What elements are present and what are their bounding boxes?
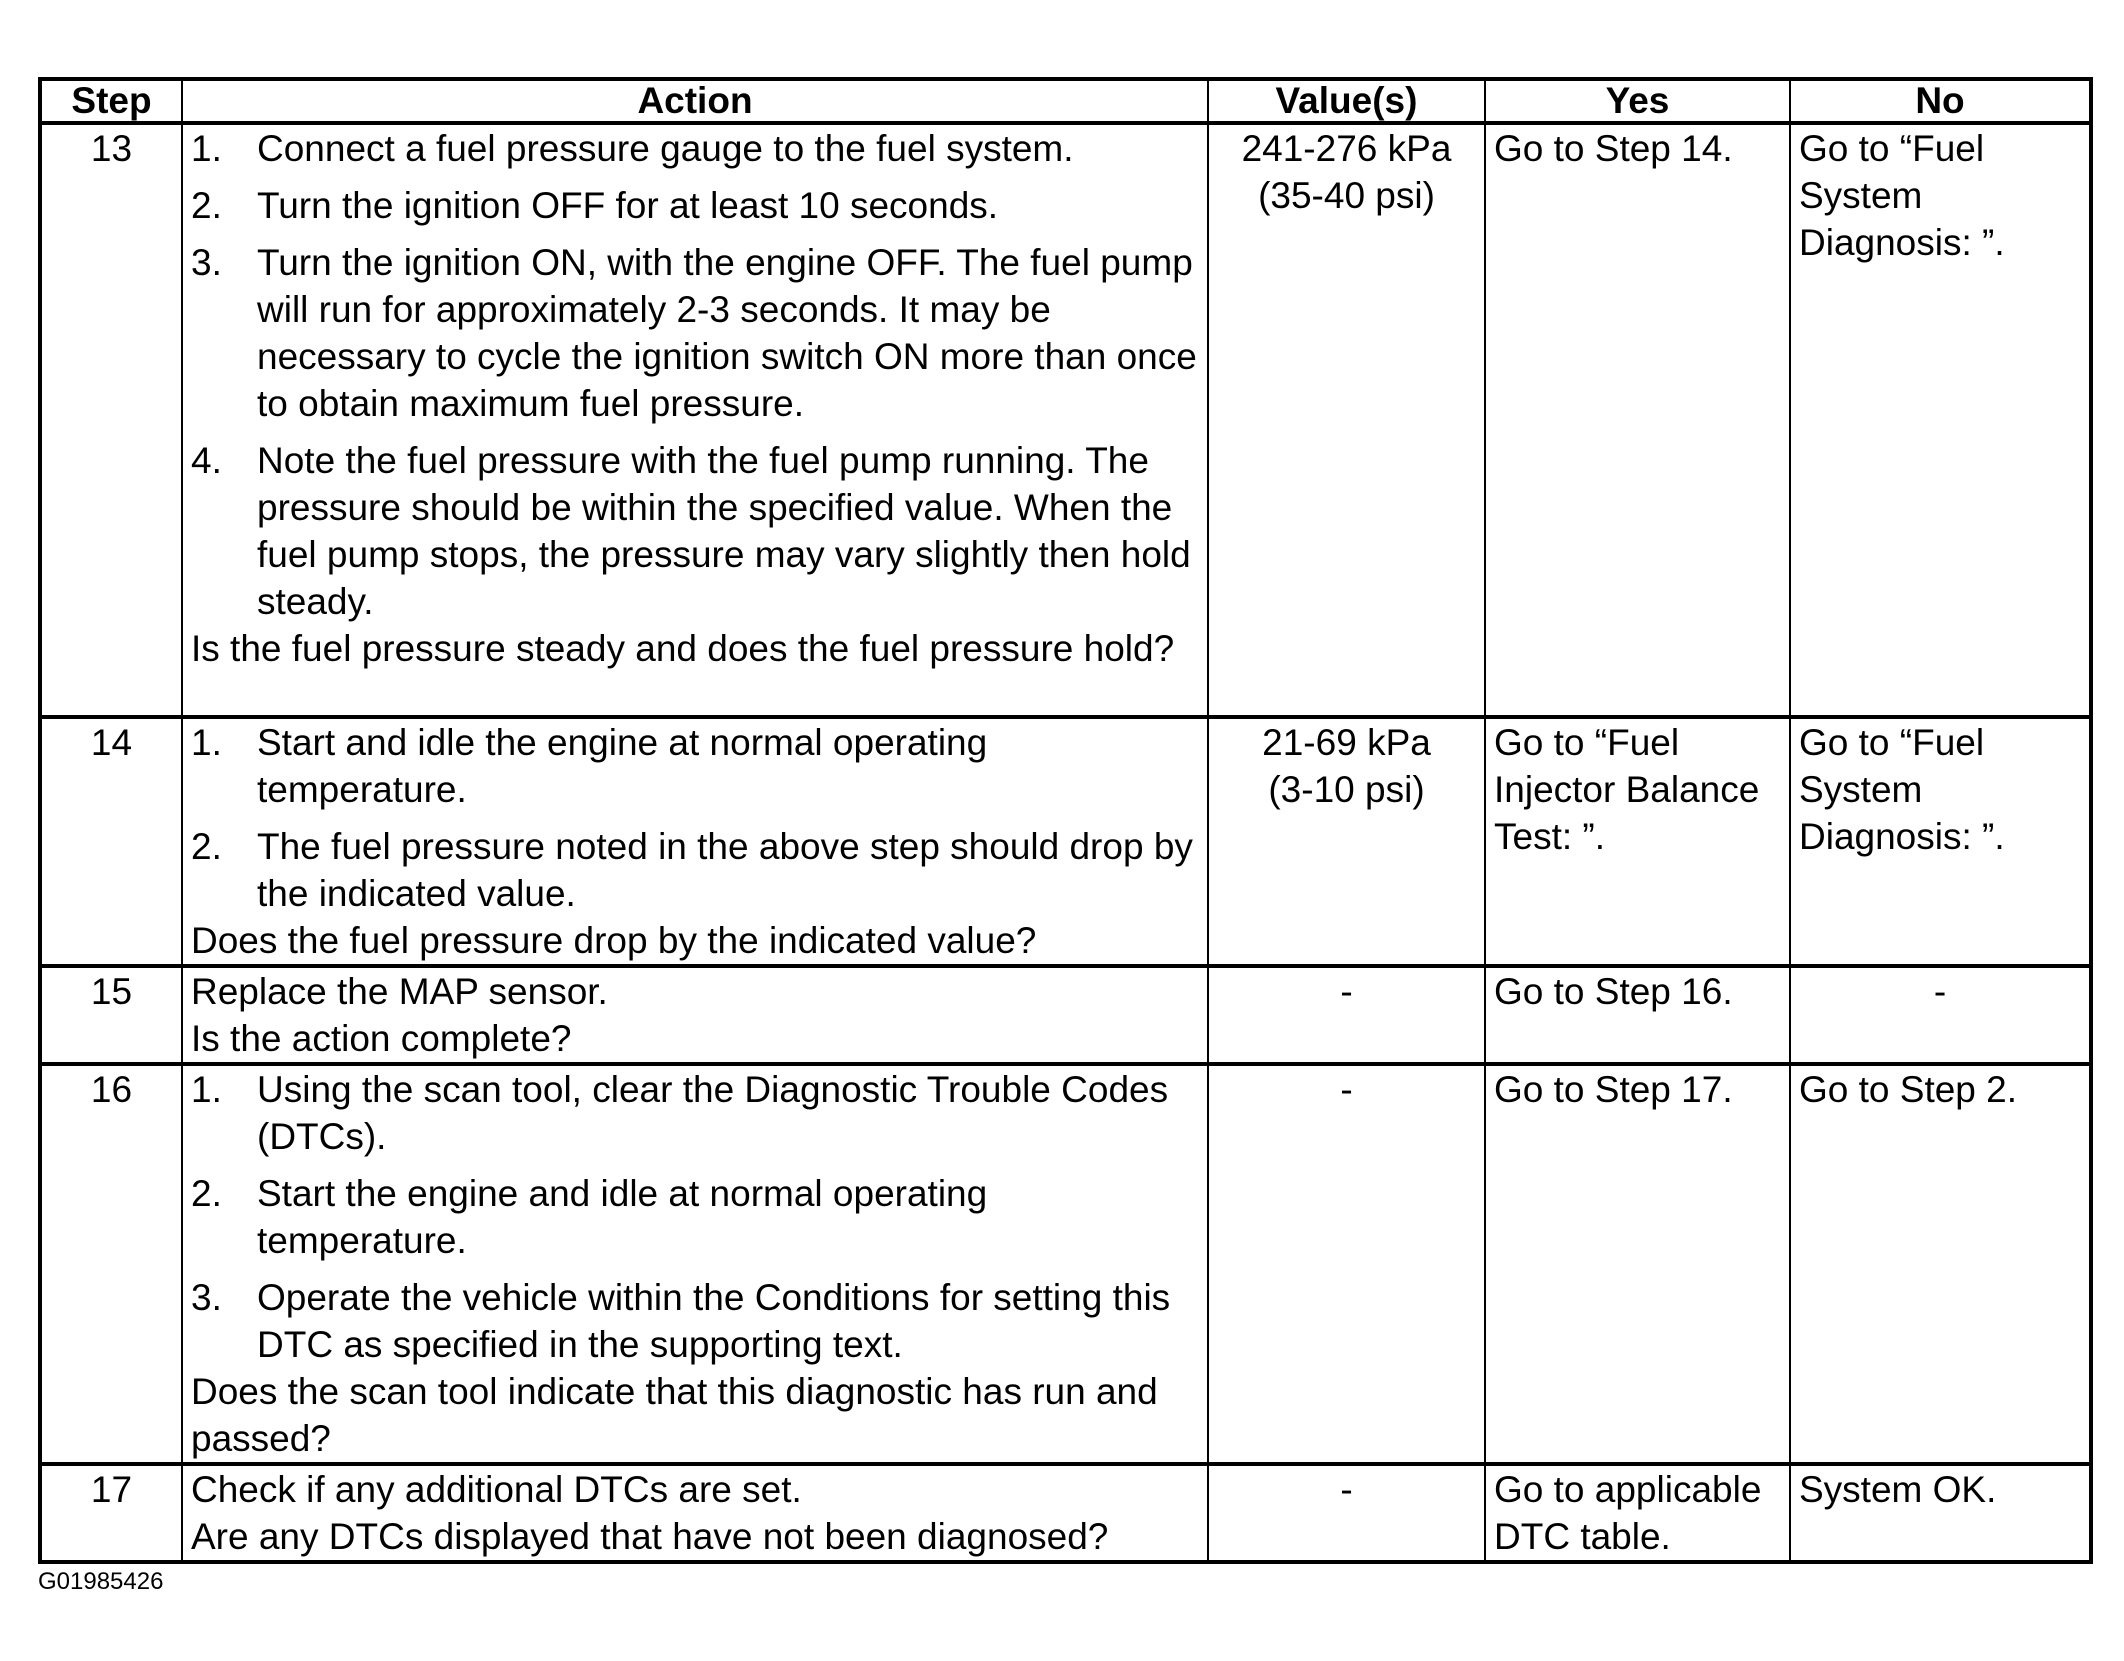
- header-no: No: [1790, 79, 2091, 123]
- yes-cell: Go to “Fuel Injector Balance Test: ”.: [1485, 717, 1790, 966]
- header-values: Value(s): [1208, 79, 1485, 123]
- action-question: Is the fuel pressure steady and does the fuel pressure hold?: [191, 628, 1175, 669]
- value-kpa: 241-276 kPa: [1241, 128, 1452, 169]
- value-psi: (3-10 psi): [1268, 769, 1425, 810]
- value-kpa: 21-69 kPa: [1262, 722, 1431, 763]
- step-number: 14: [40, 717, 182, 966]
- action-step: [191, 719, 1199, 813]
- no-cell: System OK.: [1790, 1464, 2091, 1562]
- action-step: [191, 1274, 1199, 1368]
- action-step-number: 2.: [191, 185, 222, 226]
- header-step: Step: [40, 79, 182, 123]
- step-number: 16: [40, 1064, 182, 1464]
- action-step-number: 3.: [191, 242, 222, 283]
- header-row: [40, 79, 2091, 123]
- value-psi: (35-40 psi): [1258, 175, 1435, 216]
- action-step-number: 4.: [191, 440, 222, 481]
- table-row: [40, 1464, 2091, 1562]
- action-step: [191, 1066, 1199, 1160]
- no-cell: Go to “Fuel System Diagnosis: ”.: [1790, 717, 2091, 966]
- action-question: Does the scan tool indicate that this diagnostic has run and passed?: [191, 1371, 1158, 1459]
- action-question: Does the fuel pressure drop by the indicated value?: [191, 920, 1037, 961]
- action-cell: [182, 717, 1208, 966]
- no-cell: Go to “Fuel System Diagnosis: ”.: [1790, 123, 2091, 717]
- action-step-text: Using the scan tool, clear the Diagnostic Trouble Codes (DTCs).: [257, 1069, 1169, 1157]
- action-step-number: 3.: [191, 1277, 222, 1318]
- value-cell: -: [1208, 966, 1485, 1064]
- action-step: [191, 823, 1199, 917]
- action-step: [191, 437, 1199, 625]
- action-step-text: Turn the ignition OFF for at least 10 seconds.: [257, 185, 999, 226]
- action-step-number: 1.: [191, 722, 222, 763]
- action-cell: [182, 123, 1208, 717]
- action-step-text: Start the engine and idle at normal operating temperature.: [257, 1173, 988, 1261]
- action-step-text: The fuel pressure noted in the above step should drop by the indicated value.: [257, 826, 1193, 914]
- no-cell: -: [1790, 966, 2091, 1064]
- table-row: [40, 966, 2091, 1064]
- diagnostic-table: [38, 77, 2093, 1564]
- action-step-text: Operate the vehicle within the Conditions for setting this DTC as specified in the supporting text.: [257, 1277, 1171, 1365]
- value-cell: [1208, 717, 1485, 966]
- action-step-number: 1.: [191, 128, 222, 169]
- action-step: [191, 182, 1199, 229]
- value-cell: -: [1208, 1064, 1485, 1464]
- action-step-list: [191, 1066, 1199, 1368]
- header-yes: Yes: [1485, 79, 1790, 123]
- action-step-list: [191, 125, 1199, 625]
- action-cell: [182, 966, 1208, 1064]
- header-action: Action: [182, 79, 1208, 123]
- step-number: 17: [40, 1464, 182, 1562]
- action-text: Check if any additional DTCs are set.: [191, 1469, 802, 1510]
- step-number: 13: [40, 123, 182, 717]
- action-step-text: Connect a fuel pressure gauge to the fuel system.: [257, 128, 1074, 169]
- table-row: [40, 717, 2091, 966]
- action-step-text: Turn the ignition ON, with the engine OFF. The fuel pump will run for approximately 2-3 seconds. It may be necessary to cycle the ignition switch ON more than once to obtain maximum fuel pressure.: [257, 242, 1197, 424]
- action-step-number: 2.: [191, 826, 222, 867]
- action-step-number: 1.: [191, 1069, 222, 1110]
- yes-cell: Go to Step 17.: [1485, 1064, 1790, 1464]
- yes-cell: Go to Step 16.: [1485, 966, 1790, 1064]
- action-step: [191, 1170, 1199, 1264]
- value-cell: [1208, 123, 1485, 717]
- action-cell: [182, 1064, 1208, 1464]
- step-number: 15: [40, 966, 182, 1064]
- value-cell: -: [1208, 1464, 1485, 1562]
- action-step: [191, 125, 1199, 172]
- action-question: Are any DTCs displayed that have not been diagnosed?: [191, 1516, 1109, 1557]
- no-cell: Go to Step 2.: [1790, 1064, 2091, 1464]
- figure-id: G01985426: [38, 1568, 164, 1595]
- action-step: [191, 239, 1199, 427]
- table-row: [40, 123, 2091, 717]
- table-row: [40, 1064, 2091, 1464]
- yes-cell: Go to Step 14.: [1485, 123, 1790, 717]
- action-step-text: Note the fuel pressure with the fuel pump running. The pressure should be within the specified value. When the fuel pump stops, the pressure may vary slightly then hold steady.: [257, 440, 1191, 622]
- action-step-number: 2.: [191, 1173, 222, 1214]
- action-step-text: Start and idle the engine at normal operating temperature.: [257, 722, 988, 810]
- action-question: Is the action complete?: [191, 1018, 572, 1059]
- action-cell: [182, 1464, 1208, 1562]
- action-step-list: [191, 719, 1199, 917]
- yes-cell: Go to applicable DTC table.: [1485, 1464, 1790, 1562]
- action-text: Replace the MAP sensor.: [191, 971, 608, 1012]
